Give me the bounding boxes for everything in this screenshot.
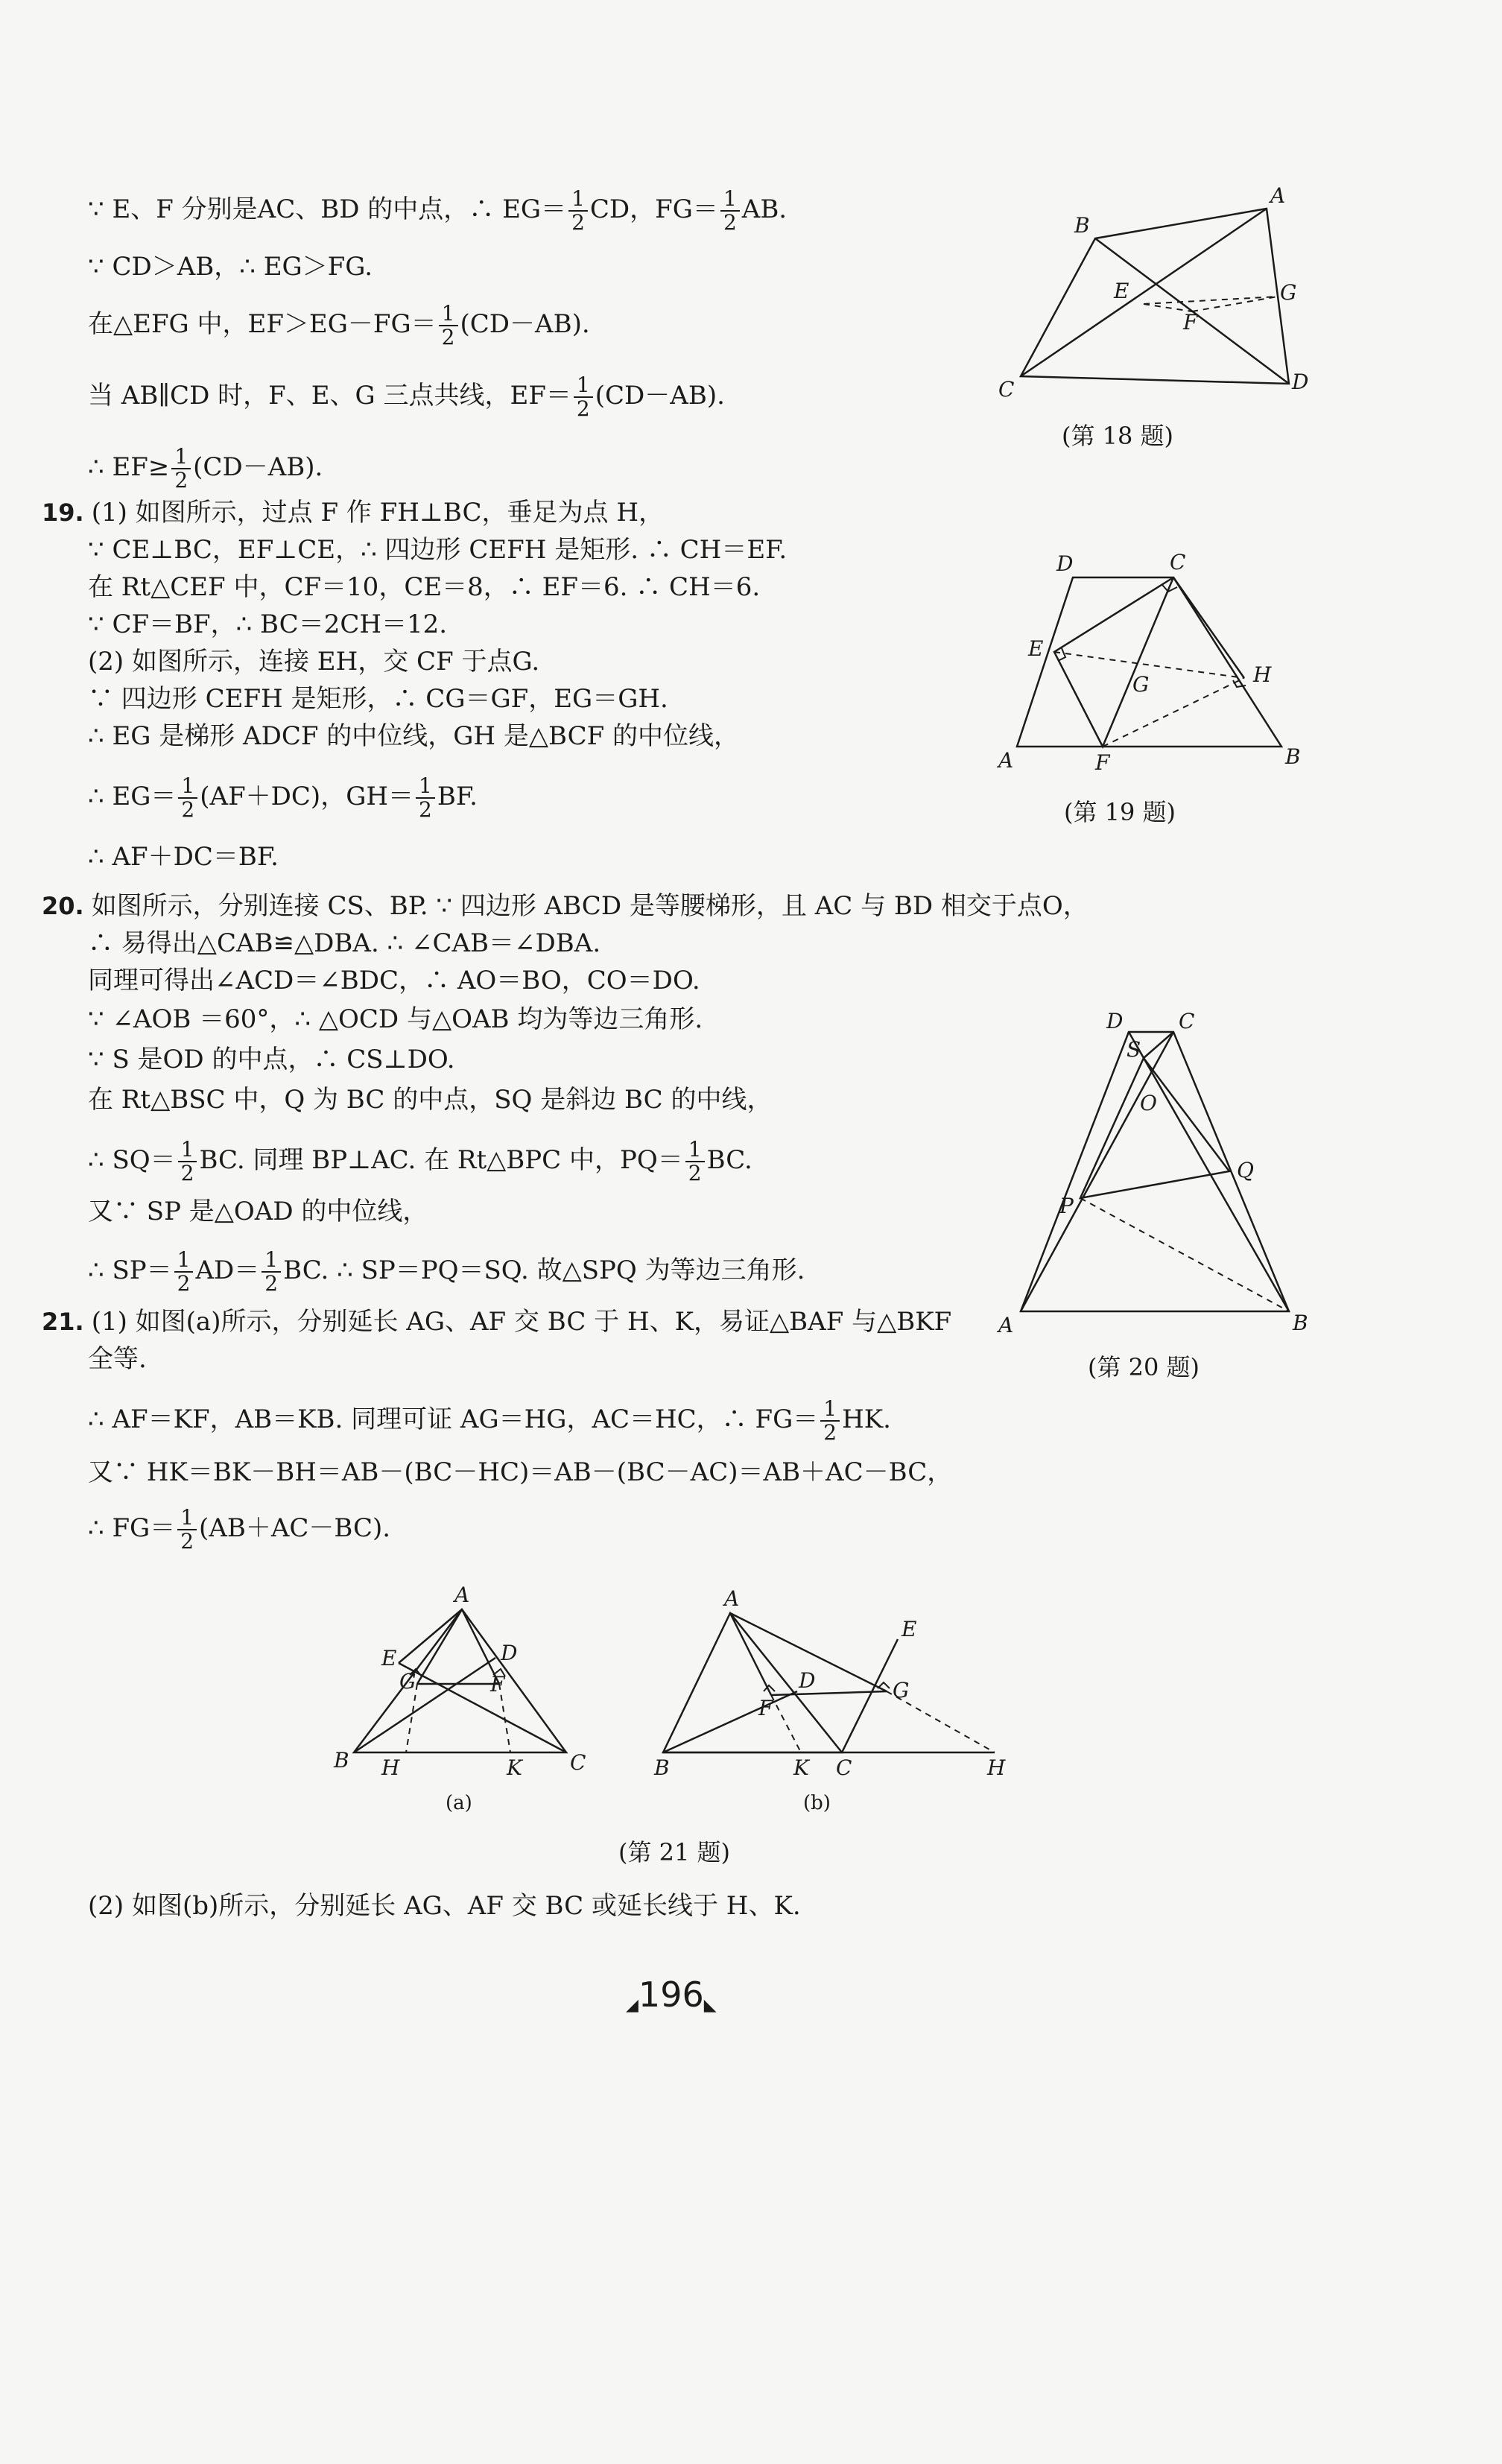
- fig20-diagonal-ac: [1021, 1032, 1173, 1311]
- fig21b-label-d: D: [799, 1668, 816, 1693]
- q20-line-9-text-b: AD＝: [195, 1255, 260, 1285]
- q18-line-4-text-b: (CD－AB).: [595, 381, 725, 411]
- fig18-label-e: E: [1114, 279, 1129, 303]
- q19-line-1-text: (1) 如图所示，过点 F 作 FH⊥BC，垂足为点 H，: [91, 498, 664, 528]
- fig19-segment-fh: [1103, 678, 1244, 747]
- q18-line-4-text-a: 当 AB∥CD 时，F、E、G 三点共线，EF＝: [88, 381, 571, 411]
- q18-line-1-text-b: CD，FG＝: [589, 194, 718, 224]
- q20-line-7-text-a: ∴ SQ＝: [88, 1145, 176, 1175]
- fig19-label-h: H: [1253, 662, 1272, 687]
- fig21b-segment-ce: [842, 1639, 898, 1752]
- caption-18: (第 18 题): [1062, 422, 1174, 450]
- fig20-label-c: C: [1179, 1009, 1195, 1033]
- q19-line-8-text-b: (AF＋DC)，GH＝: [200, 782, 414, 811]
- fig21b-label-h: H: [987, 1755, 1006, 1780]
- fig21a-label-c: C: [570, 1750, 586, 1775]
- fig20-label-o: O: [1140, 1091, 1157, 1115]
- fig20-label-p: P: [1059, 1194, 1074, 1218]
- q19-line-3: 在 Rt△CEF 中，CF＝10，CE＝8，∴ EF＝6. ∴ CH＝6.: [88, 572, 761, 602]
- question-number-19: 19.: [42, 498, 84, 527]
- fig21b-right-angle-g: [878, 1682, 890, 1688]
- fig20-segment-cs: [1144, 1032, 1173, 1058]
- fig21a-label-f: F: [490, 1672, 505, 1697]
- q19-line-9: ∴ AF＋DC＝BF.: [88, 842, 279, 872]
- q21-line-3-text-b: HK.: [842, 1404, 891, 1434]
- fig21a-label-g: G: [399, 1669, 416, 1694]
- fig18-label-g: G: [1280, 280, 1297, 305]
- fraction-half: $\frac{1}{2}$: [439, 303, 458, 349]
- fig20-label-q: Q: [1237, 1158, 1254, 1182]
- q18-line-1-text-c: AB.: [741, 194, 788, 224]
- fig21a-label-a: A: [454, 1583, 470, 1607]
- fig20-label-a: A: [998, 1313, 1014, 1337]
- page-number: [626, 1974, 717, 2015]
- fig21a-sublabel: (a): [446, 1792, 472, 1814]
- q20-line-9: [88, 1249, 805, 1295]
- q21-line-1: [42, 1305, 951, 1338]
- q20-line-1: [42, 890, 1089, 922]
- q20-line-1-text: 如图所示，分别连接 CS、BP. ∵ 四边形 ABCD 是等腰梯形，且 AC 与 BD 相交于点O，: [91, 891, 1089, 921]
- fig19-trapezoid: [1017, 577, 1281, 747]
- fig19-label-g: G: [1132, 672, 1150, 697]
- q19-line-7: ∴ EG 是梯形 ADCF 的中位线，GH 是△BCF 的中位线，: [88, 721, 740, 751]
- fig21b-segment-fg: [771, 1691, 887, 1695]
- fraction-half: $\frac{1}{2}$: [568, 188, 588, 234]
- fig18-diagonal-ac: [1021, 209, 1267, 376]
- figure-18: [983, 179, 1326, 417]
- q21-line-3: [88, 1398, 891, 1444]
- fig21a-segment-gh: [406, 1684, 417, 1752]
- fig20-label-s: S: [1126, 1037, 1141, 1062]
- fraction-half: $\frac{1}{2}$: [177, 1507, 197, 1553]
- q20-line-3: 同理可得出∠ACD＝∠BDC，∴ AO＝BO，CO＝DO.: [88, 966, 700, 995]
- q20-line-7: [88, 1138, 752, 1185]
- q18-line-5-text-b: (CD－AB).: [193, 452, 323, 482]
- question-number-20: 20.: [42, 892, 84, 920]
- q21-line-2: 全等.: [88, 1344, 147, 1374]
- fig21a-segment-ae: [399, 1609, 462, 1663]
- fraction-half: $\frac{1}{2}$: [720, 188, 740, 234]
- fraction-half: $\frac{1}{2}$: [685, 1138, 705, 1185]
- q21-line-5: [88, 1507, 390, 1553]
- caption-20: (第 20 题): [1088, 1353, 1200, 1381]
- q20-line-4: ∵ ∠AOB ＝60°，∴ △OCD 与△OAB 均为等边三角形.: [88, 1004, 703, 1034]
- caption-19: (第 19 题): [1064, 798, 1176, 826]
- fig21a-segment-ag: [417, 1609, 462, 1684]
- q19-line-1: [42, 496, 664, 529]
- fraction-half: $\frac{1}{2}$: [262, 1249, 281, 1295]
- figure-19: [991, 544, 1319, 782]
- question-number-21: 21.: [42, 1308, 84, 1336]
- q18-line-2: ∵ CD＞AB，∴ EG＞FG.: [88, 252, 373, 282]
- figure-21b: [641, 1580, 1028, 1825]
- fig20-diagonal-bd: [1129, 1032, 1289, 1311]
- fraction-half: $\frac{1}{2}$: [174, 1249, 194, 1295]
- fig19-segment-eh: [1054, 652, 1244, 678]
- q21-line-1-text: (1) 如图(a)所示，分别延长 AG、AF 交 BC 于 H、K，易证△BAF 与△BKF: [91, 1307, 952, 1337]
- q18-line-5: [88, 446, 323, 492]
- fig19-label-d: D: [1056, 551, 1074, 576]
- fraction-half: $\frac{1}{2}$: [178, 775, 197, 821]
- q19-line-8: [88, 775, 478, 821]
- q19-line-8-text-c: BF.: [437, 782, 478, 811]
- q20-line-8: 又∵ SP 是△OAD 的中位线，: [88, 1197, 428, 1226]
- fig19-segment-ch: [1173, 577, 1244, 678]
- q20-line-7-text-c: BC.: [706, 1145, 752, 1175]
- fig21b-label-f: F: [758, 1696, 773, 1720]
- fig18-label-f: F: [1183, 310, 1198, 335]
- q19-line-8-text-a: ∴ EG＝: [88, 782, 177, 811]
- fig21b-label-e: E: [901, 1617, 917, 1641]
- fig19-label-c: C: [1170, 550, 1186, 574]
- q18-line-1: [88, 188, 787, 234]
- q18-line-3: [88, 303, 590, 349]
- q20-line-7-text-b: BC. 同理 BP⊥AC. 在 Rt△BPC 中，PQ＝: [199, 1145, 683, 1175]
- fig20-label-d: D: [1106, 1009, 1124, 1033]
- fig19-label-e: E: [1028, 636, 1044, 661]
- fig18-label-d: D: [1292, 370, 1309, 394]
- q21-line-3-text-a: ∴ AF＝KF，AB＝KB. 同理可证 AG＝HG，AC＝HC，∴ FG＝: [88, 1404, 819, 1434]
- q18-line-3-text-a: 在△EFG 中，EF＞EG－FG＝: [88, 309, 437, 339]
- q21-line-5-text-a: ∴ FG＝: [88, 1513, 176, 1543]
- fig21a-segment-ec: [399, 1663, 566, 1752]
- q20-line-6: 在 Rt△BSC 中，Q 为 BC 的中点，SQ 是斜边 BC 的中线，: [88, 1085, 773, 1115]
- fig21b-label-g: G: [893, 1678, 910, 1703]
- q19-line-6: ∵ 四边形 CEFH 是矩形，∴ CG＝GF，EG＝GH.: [88, 684, 668, 714]
- fig21b-segment-bd: [663, 1691, 797, 1752]
- fig21b-label-c: C: [836, 1755, 852, 1780]
- fraction-half: $\frac{1}{2}$: [574, 374, 593, 420]
- q20-line-9-text-c: BC. ∴ SP＝PQ＝SQ. 故△SPQ 为等边三角形.: [283, 1255, 805, 1285]
- q19-line-4: ∵ CF＝BF，∴ BC＝2CH＝12.: [88, 609, 448, 639]
- fig18-label-a: A: [1270, 183, 1286, 208]
- page-number-text: 196: [638, 1974, 704, 2015]
- caption-21: (第 21 题): [618, 1838, 731, 1866]
- fig19-right-angle-e: [1058, 648, 1065, 661]
- page-number-left-mark: ◢: [626, 1996, 638, 2015]
- fraction-half: $\frac{1}{2}$: [171, 446, 191, 492]
- fig21b-label-b: B: [654, 1755, 670, 1780]
- fig21b-label-k: K: [793, 1755, 809, 1780]
- fig19-label-a: A: [998, 748, 1014, 773]
- q18-line-3-text-b: (CD－AB).: [460, 309, 590, 339]
- q19-line-2: ∵ CE⊥BC，EF⊥CE，∴ 四边形 CEFH 是矩形. ∴ CH＝EF.: [88, 535, 788, 565]
- fig20-segment-bp: [1080, 1198, 1289, 1311]
- fig21b-segment-af: [730, 1613, 771, 1695]
- page-number-right-mark: ◣: [703, 1996, 717, 2015]
- figure-21a: [328, 1580, 596, 1825]
- q18-line-1-text-a: ∵ E、F 分别是AC、BD 的中点，∴ EG＝: [88, 194, 567, 224]
- fig18-label-b: B: [1074, 213, 1090, 238]
- fig21a-label-b: B: [334, 1748, 349, 1773]
- fig19-label-b: B: [1285, 744, 1301, 769]
- q20-line-2: ∴ 易得出△CAB≌△DBA. ∴ ∠CAB＝∠DBA.: [88, 928, 601, 958]
- q19-line-5: (2) 如图所示，连接 EH，交 CF 于点G.: [88, 647, 540, 677]
- q18-line-5-text-a: ∴ EF≥: [88, 452, 170, 482]
- fig21a-label-e: E: [381, 1646, 397, 1670]
- fig20-label-b: B: [1293, 1311, 1308, 1335]
- fig21b-segment-fk: [771, 1695, 801, 1752]
- q20-line-9-text-a: ∴ SP＝: [88, 1255, 172, 1285]
- q20-line-5: ∵ S 是OD 的中点，∴ CS⊥DO.: [88, 1045, 455, 1074]
- fraction-half: $\frac{1}{2}$: [416, 775, 435, 821]
- figure-20: [991, 998, 1319, 1349]
- q21-line-5-text-b: (AB＋AC－BC).: [199, 1513, 391, 1543]
- fig21b-label-a: A: [724, 1586, 740, 1611]
- fig21b-sublabel: (b): [803, 1792, 831, 1814]
- q21-line-6: (2) 如图(b)所示，分别延长 AG、AF 交 BC 或延长线于 H、K.: [88, 1891, 801, 1921]
- fig21a-label-d: D: [501, 1641, 518, 1665]
- fraction-half: $\frac{1}{2}$: [178, 1138, 197, 1185]
- fig18-label-c: C: [998, 377, 1015, 402]
- q18-line-4: [88, 374, 725, 420]
- fig21a-label-h: H: [381, 1755, 400, 1780]
- fig18-quadrilateral: [1021, 209, 1289, 384]
- fig19-label-f: F: [1095, 750, 1110, 775]
- fig21a-label-k: K: [507, 1755, 522, 1780]
- fraction-half: $\frac{1}{2}$: [820, 1398, 840, 1444]
- fig18-segment-eg: [1144, 297, 1278, 304]
- q21-line-4: 又∵ HK＝BK－BH＝AB－(BC－HC)＝AB－(BC－AC)＝AB＋AC－BC，: [88, 1457, 953, 1487]
